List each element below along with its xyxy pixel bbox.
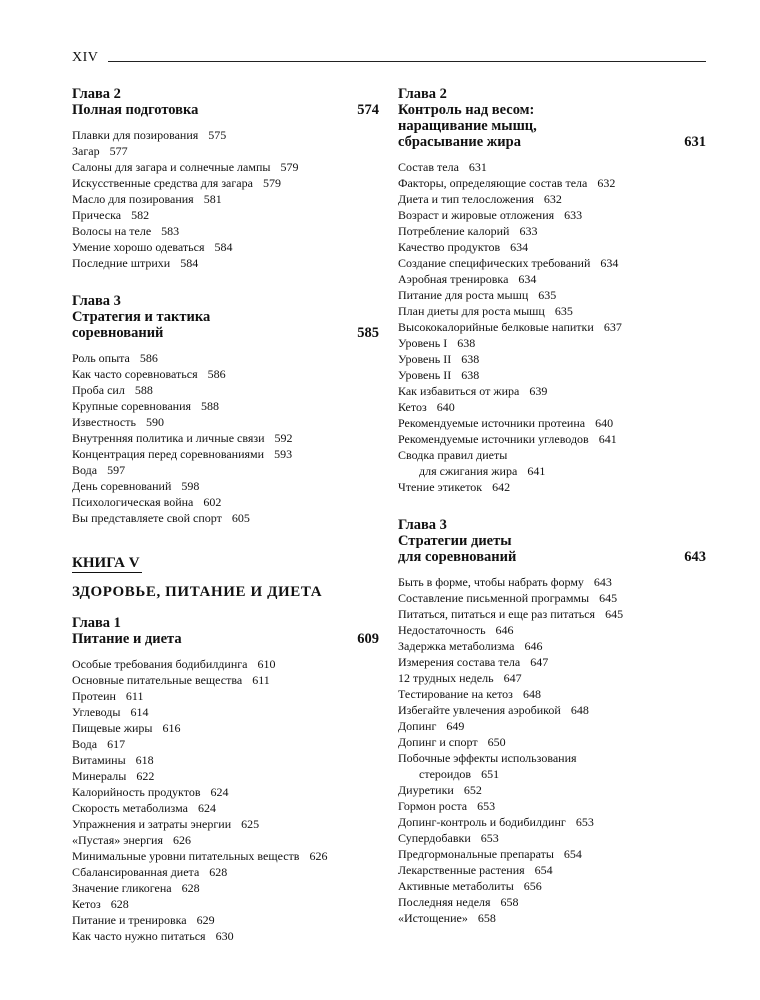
- toc-entry-title: Уровень II: [398, 368, 452, 382]
- toc-entry-title: Диуретики: [398, 783, 454, 797]
- toc-entry-title: Качество продуктов: [398, 240, 501, 254]
- chapter-entries: [398, 159, 706, 495]
- toc-entry: [398, 846, 706, 862]
- toc-entry: [398, 654, 706, 670]
- toc-entry-page: 579: [262, 176, 281, 190]
- toc-entry: [398, 814, 706, 830]
- toc-entry-title: Волосы на теле: [72, 224, 152, 238]
- toc-entry: [72, 688, 379, 704]
- toc-entry-page: 645: [599, 591, 618, 605]
- toc-entry: [398, 175, 706, 191]
- toc-entry: [398, 287, 706, 303]
- toc-chapter: [398, 517, 706, 926]
- book-title: ЗДОРОВЬЕ, ПИТАНИЕ И ДИЕТА: [72, 584, 323, 600]
- toc-entry-title: Искусственные средства для загара: [72, 176, 253, 190]
- chapter-page-number: 609: [357, 631, 379, 647]
- toc-entry-page: 628: [181, 881, 200, 895]
- toc-entry-page: 632: [543, 192, 562, 206]
- toc-entry-page: 653: [480, 831, 499, 845]
- toc-entry-page: 624: [197, 801, 216, 815]
- page-number: XIV: [72, 50, 99, 65]
- toc-entry-page: 629: [196, 913, 215, 927]
- toc-entry: [398, 399, 706, 415]
- chapter-label: Глава 1: [72, 615, 121, 631]
- toc-entry-title: Тестирование на кетоз: [398, 687, 513, 701]
- toc-entry-page: 622: [136, 769, 155, 783]
- toc-entry-title: Минералы: [72, 769, 127, 783]
- toc-entry-title: Уровень I: [398, 336, 448, 350]
- toc-entry-title: Уровень II: [398, 352, 452, 366]
- toc-entry-title: Концентрация перед соревнованиями: [72, 447, 265, 461]
- toc-entry-title: Кетоз: [398, 400, 427, 414]
- toc-entry: [72, 928, 379, 944]
- toc-entry: [398, 239, 706, 255]
- toc-entry-title: Минимальные уровни питательных веществ: [72, 849, 300, 863]
- toc-entry: [398, 782, 706, 798]
- toc-entry-title: Особые требования бодибилдинга: [72, 657, 248, 671]
- toc-entry-title: Умение хорошо одеваться: [72, 240, 205, 254]
- toc-entry: [72, 175, 379, 191]
- chapter-page-number: 585: [357, 325, 379, 341]
- toc-entry-page: 611: [252, 673, 270, 687]
- toc-entry-title: Последние штрихи: [72, 256, 171, 270]
- toc-entry: [72, 462, 379, 478]
- toc-entry: [398, 351, 706, 367]
- toc-entry-title: Чтение этикеток: [398, 480, 483, 494]
- toc-chapter: [72, 615, 379, 944]
- toc-entry-title: Загар: [72, 144, 100, 158]
- toc-entry-title: Скорость метаболизма: [72, 801, 188, 815]
- toc-entry-title: Быть в форме, чтобы набрать форму: [398, 575, 584, 589]
- toc-entry: [72, 239, 379, 255]
- toc-entry-title: Рекомендуемые источники углеводов: [398, 432, 589, 446]
- book-heading: [72, 554, 379, 601]
- toc-entry-title: Предгормональные препараты: [398, 847, 554, 861]
- toc-entry-page: 628: [209, 865, 228, 879]
- toc-entry: [398, 718, 706, 734]
- toc-entry-page: 586: [207, 367, 226, 381]
- toc-entry-title: Активные метаболиты: [398, 879, 514, 893]
- chapter-title: Стратегия и тактика соревнований: [72, 309, 211, 341]
- toc-entry-title: Создание специфических требований: [398, 256, 591, 270]
- toc-entry: [72, 478, 379, 494]
- toc-entry-page: 656: [523, 879, 542, 893]
- toc-entry-page: 581: [203, 192, 222, 206]
- chapter-entries: [72, 656, 379, 944]
- toc-entry: [398, 878, 706, 894]
- toc-entry: [72, 350, 379, 366]
- toc-entry: [398, 191, 706, 207]
- toc-entry-page: 633: [564, 208, 583, 222]
- toc-entry-page: 646: [524, 639, 543, 653]
- toc-entry: [398, 367, 706, 383]
- toc-entry-page: 658: [477, 911, 496, 925]
- toc-entry-page: 605: [231, 511, 250, 525]
- toc-entry: [72, 736, 379, 752]
- chapter-page-number: 631: [684, 134, 706, 150]
- toc-entry-page: 651: [481, 767, 500, 781]
- toc-entry: [398, 702, 706, 718]
- toc-entry-page: 633: [519, 224, 538, 238]
- toc-entry: [398, 223, 706, 239]
- toc-entry-title: Избегайте увлечения аэробикой: [398, 703, 561, 717]
- chapter-title-row: [398, 102, 706, 150]
- toc-entry: [72, 656, 379, 672]
- toc-entry-title: Масло для позирования: [72, 192, 194, 206]
- toc-entry-title: Вода: [72, 463, 98, 477]
- toc-entry-page: 654: [534, 863, 553, 877]
- toc-entry: [398, 910, 706, 926]
- toc-entry-page: 638: [461, 368, 480, 382]
- toc-entry-title: Сбалансированная диета: [72, 865, 200, 879]
- toc-entry-page: 590: [145, 415, 164, 429]
- chapter-label: Глава 2: [72, 86, 121, 102]
- toc-entry: [72, 864, 379, 880]
- toc-entry-page: 618: [135, 753, 154, 767]
- chapter-entries: [72, 127, 379, 271]
- toc-entry-page: 653: [575, 815, 594, 829]
- toc-entry-title: Значение гликогена: [72, 881, 172, 895]
- chapter-label: Глава 3: [398, 517, 447, 533]
- toc-entry: [72, 255, 379, 271]
- toc-entry: [72, 896, 379, 912]
- toc-entry-title: Сводка правил диеты: [398, 448, 508, 462]
- toc-entry-title: Питание и тренировка: [72, 913, 187, 927]
- toc-entry-title: стероидов: [419, 767, 472, 781]
- toc-entry-title: Задержка метаболизма: [398, 639, 515, 653]
- toc-entry: [72, 398, 379, 414]
- toc-entry-title: «Пустая» энергия: [72, 833, 163, 847]
- toc-entry-title: Питаться, питаться и еще раз питаться: [398, 607, 596, 621]
- toc-entry: [72, 704, 379, 720]
- toc-entry: [72, 143, 379, 159]
- toc-entry: [72, 430, 379, 446]
- toc-entry-page: 643: [593, 575, 612, 589]
- toc-entry-title: Потребление калорий: [398, 224, 510, 238]
- toc-entry-title: Аэробная тренировка: [398, 272, 509, 286]
- toc-entry-page: 650: [487, 735, 506, 749]
- toc-entry: [72, 880, 379, 896]
- toc-entry-page: 640: [595, 416, 614, 430]
- toc-entry-page: 635: [538, 288, 557, 302]
- toc-entry: [72, 752, 379, 768]
- toc-chapter: [72, 293, 379, 526]
- toc-entry-page: 635: [554, 304, 573, 318]
- toc-entry-title: Факторы, определяющие состав тела: [398, 176, 588, 190]
- toc-entry-title: Возраст и жировые отложения: [398, 208, 555, 222]
- toc-entry-title: Роль опыта: [72, 351, 130, 365]
- toc-entry-page: 588: [134, 383, 153, 397]
- toc-entry: [398, 894, 706, 910]
- toc-entry-page: 652: [463, 783, 482, 797]
- toc-entry: [72, 159, 379, 175]
- chapter-entries: [398, 574, 706, 926]
- toc-entry-title: Измерения состава тела: [398, 655, 521, 669]
- toc-entry-page: 646: [495, 623, 514, 637]
- chapter-entries: [72, 350, 379, 526]
- toc-entry-title: Известность: [72, 415, 136, 429]
- toc-entry-page: 648: [570, 703, 589, 717]
- toc-entry-page: 632: [597, 176, 616, 190]
- toc-entry: [398, 574, 706, 590]
- toc-entry-page: 579: [280, 160, 299, 174]
- toc-entry-page: 575: [208, 128, 227, 142]
- toc-entry-title: Допинг: [398, 719, 437, 733]
- toc-entry: [398, 830, 706, 846]
- toc-entry-title: Допинг и спорт: [398, 735, 478, 749]
- toc-entry-page: 598: [181, 479, 200, 493]
- toc-entry-title: Протеин: [72, 689, 116, 703]
- toc-entry-page: 637: [603, 320, 622, 334]
- toc-entry-title: Кетоз: [72, 897, 101, 911]
- chapter-title: Питание и диета: [72, 631, 182, 647]
- toc-entry-title: Последняя неделя: [398, 895, 491, 909]
- toc-entry-page: 593: [274, 447, 293, 461]
- toc-entry-page: 647: [530, 655, 549, 669]
- toc-entry: [72, 784, 379, 800]
- toc-entry-title: Побочные эффекты использования: [398, 751, 577, 765]
- toc-entry-page: 602: [203, 495, 222, 509]
- toc-entry-title: Проба сил: [72, 383, 125, 397]
- toc-entry-page: 641: [527, 464, 546, 478]
- toc-entry-page: 634: [518, 272, 537, 286]
- toc-entry-title: Вы представляете свой спорт: [72, 511, 222, 525]
- toc-entry-page: 641: [598, 432, 617, 446]
- toc-entry-page: 653: [477, 799, 496, 813]
- toc-entry: [398, 622, 706, 638]
- toc-entry: [72, 816, 379, 832]
- toc-entry: [398, 463, 706, 479]
- toc-entry-title: Пищевые жиры: [72, 721, 153, 735]
- toc-entry-title: Калорийность продуктов: [72, 785, 201, 799]
- toc-entry: [398, 750, 706, 766]
- toc-entry: [72, 366, 379, 382]
- toc-entry-page: 647: [503, 671, 522, 685]
- toc-entry: [398, 431, 706, 447]
- toc-entry: [72, 672, 379, 688]
- toc-entry-page: 577: [109, 144, 128, 158]
- toc-entry: [72, 768, 379, 784]
- toc-entry-page: 654: [563, 847, 582, 861]
- toc-entry: [398, 686, 706, 702]
- toc-entry: [72, 720, 379, 736]
- toc-entry-title: Упражнения и затраты энергии: [72, 817, 232, 831]
- toc-entry: [72, 191, 379, 207]
- toc-entry-title: Плавки для позирования: [72, 128, 199, 142]
- toc-entry-page: 638: [457, 336, 476, 350]
- toc-entry-page: 658: [500, 895, 519, 909]
- toc-entry-title: План диеты для роста мышц: [398, 304, 545, 318]
- toc-entry-page: 642: [492, 480, 511, 494]
- toc-left-column: [72, 86, 379, 966]
- toc-entry-title: Питание для роста мышц: [398, 288, 529, 302]
- toc-entry: [398, 670, 706, 686]
- toc-entry-page: 583: [161, 224, 180, 238]
- toc-entry-page: 592: [274, 431, 293, 445]
- toc-entry-page: 584: [214, 240, 233, 254]
- toc-entry-page: 626: [173, 833, 191, 847]
- chapters-after-book: [72, 615, 379, 944]
- toc-entry-page: 582: [131, 208, 150, 222]
- chapter-page-number: 574: [357, 102, 379, 118]
- toc-entry: [398, 319, 706, 335]
- toc-entry-title: Допинг-контроль и бодибилдинг: [398, 815, 566, 829]
- toc-entry: [398, 255, 706, 271]
- toc-entry: [398, 415, 706, 431]
- toc-entry-title: Рекомендуемые источники протеина: [398, 416, 586, 430]
- toc-entry: [72, 848, 379, 864]
- toc-entry-page: 639: [529, 384, 548, 398]
- chapter-title: Стратегии диеты для соревнований: [398, 533, 517, 565]
- toc-entry-title: Высококалорийные белковые напитки: [398, 320, 594, 334]
- toc-entry: [398, 479, 706, 495]
- toc-entry-page: 645: [605, 607, 624, 621]
- toc-entry-title: Внутренняя политика и личные связи: [72, 431, 265, 445]
- toc-entry-title: Психологическая война: [72, 495, 194, 509]
- toc-entry-title: Недостаточность: [398, 623, 486, 637]
- toc-entry-page: 631: [468, 160, 487, 174]
- toc-entry-title: Диета и тип телосложения: [398, 192, 534, 206]
- toc-entry-page: 586: [139, 351, 158, 365]
- toc-entry-title: Состав тела: [398, 160, 459, 174]
- toc-entry: [72, 127, 379, 143]
- toc-entry: [72, 912, 379, 928]
- toc-entry-title: «Истощение»: [398, 911, 468, 925]
- right-chapters: [398, 86, 706, 926]
- toc-entry-page: 634: [600, 256, 619, 270]
- toc-entry-page: 640: [436, 400, 455, 414]
- toc-entry: [398, 734, 706, 750]
- toc-entry-page: 638: [461, 352, 480, 366]
- toc-entry-title: Прическа: [72, 208, 122, 222]
- toc-entry-page: 628: [110, 897, 129, 911]
- toc-entry-title: Витамины: [72, 753, 126, 767]
- toc-entry: [398, 335, 706, 351]
- toc-entry: [398, 766, 706, 782]
- toc-entry-title: Углеводы: [72, 705, 121, 719]
- toc-entry-title: Крупные соревнования: [72, 399, 192, 413]
- toc-entry-title: Как часто нужно питаться: [72, 929, 206, 943]
- chapter-title-row: [72, 309, 379, 341]
- toc-entry-page: 626: [309, 849, 328, 863]
- toc-entry-title: 12 трудных недель: [398, 671, 494, 685]
- toc-entry: [72, 446, 379, 462]
- toc-entry: [72, 832, 379, 848]
- toc-right-column: [398, 86, 706, 948]
- toc-entry: [72, 207, 379, 223]
- chapter-title-row: [72, 102, 379, 118]
- toc-entry-page: 634: [510, 240, 529, 254]
- toc-entry: [398, 862, 706, 878]
- toc-entry-title: Как избавиться от жира: [398, 384, 520, 398]
- toc-entry-page: 616: [162, 721, 181, 735]
- toc-entry: [398, 303, 706, 319]
- toc-entry-page: 649: [446, 719, 465, 733]
- toc-chapter: [72, 86, 379, 271]
- toc-entry-title: Составление письменной программы: [398, 591, 590, 605]
- chapter-label: Глава 3: [72, 293, 121, 309]
- toc-entry-title: Гормон роста: [398, 799, 468, 813]
- toc-entry: [72, 800, 379, 816]
- chapter-title-row: [398, 533, 706, 565]
- chapter-title: Контроль над весом: наращивание мышц, сбрасывание жира: [398, 102, 537, 150]
- toc-entry: [398, 447, 706, 463]
- toc-entry-title: Салоны для загара и солнечные лампы: [72, 160, 271, 174]
- toc-entry-page: 617: [107, 737, 126, 751]
- toc-entry-title: Основные питательные вещества: [72, 673, 243, 687]
- toc-entry: [398, 638, 706, 654]
- toc-entry: [398, 383, 706, 399]
- toc-entry-page: 588: [201, 399, 220, 413]
- toc-entry-page: 625: [241, 817, 260, 831]
- toc-entry-title: для сжигания жира: [419, 464, 518, 478]
- toc-entry: [398, 207, 706, 223]
- toc-entry-title: Вода: [72, 737, 98, 751]
- chapter-label: Глава 2: [398, 86, 447, 102]
- chapters-before-book: [72, 86, 379, 526]
- toc-entry: [72, 510, 379, 526]
- toc-entry: [72, 494, 379, 510]
- toc-entry-page: 597: [107, 463, 126, 477]
- toc-entry-title: Супердобавки: [398, 831, 471, 845]
- toc-chapter: [398, 86, 706, 495]
- header-rule: [108, 61, 706, 62]
- toc-entry-page: 611: [125, 689, 144, 703]
- toc-entry-page: 614: [130, 705, 149, 719]
- book-label: КНИГА V: [72, 555, 140, 571]
- chapter-page-number: 643: [684, 549, 706, 565]
- toc-entry-page: 624: [210, 785, 229, 799]
- toc-entry-page: 610: [257, 657, 276, 671]
- toc-entry-page: 584: [180, 256, 199, 270]
- toc-entry-title: День соревнований: [72, 479, 172, 493]
- toc-entry: [72, 414, 379, 430]
- toc-entry-title: Как часто соревноваться: [72, 367, 198, 381]
- toc-entry: [72, 382, 379, 398]
- toc-entry: [398, 590, 706, 606]
- chapter-title-row: [72, 631, 379, 647]
- toc-entry-title: Лекарственные растения: [398, 863, 525, 877]
- toc-entry-page: 630: [215, 929, 234, 943]
- chapter-title: Полная подготовка: [72, 102, 199, 118]
- toc-entry: [398, 798, 706, 814]
- toc-entry: [398, 159, 706, 175]
- toc-entry: [398, 271, 706, 287]
- toc-entry: [398, 606, 706, 622]
- toc-entry-page: 648: [522, 687, 541, 701]
- toc-entry: [72, 223, 379, 239]
